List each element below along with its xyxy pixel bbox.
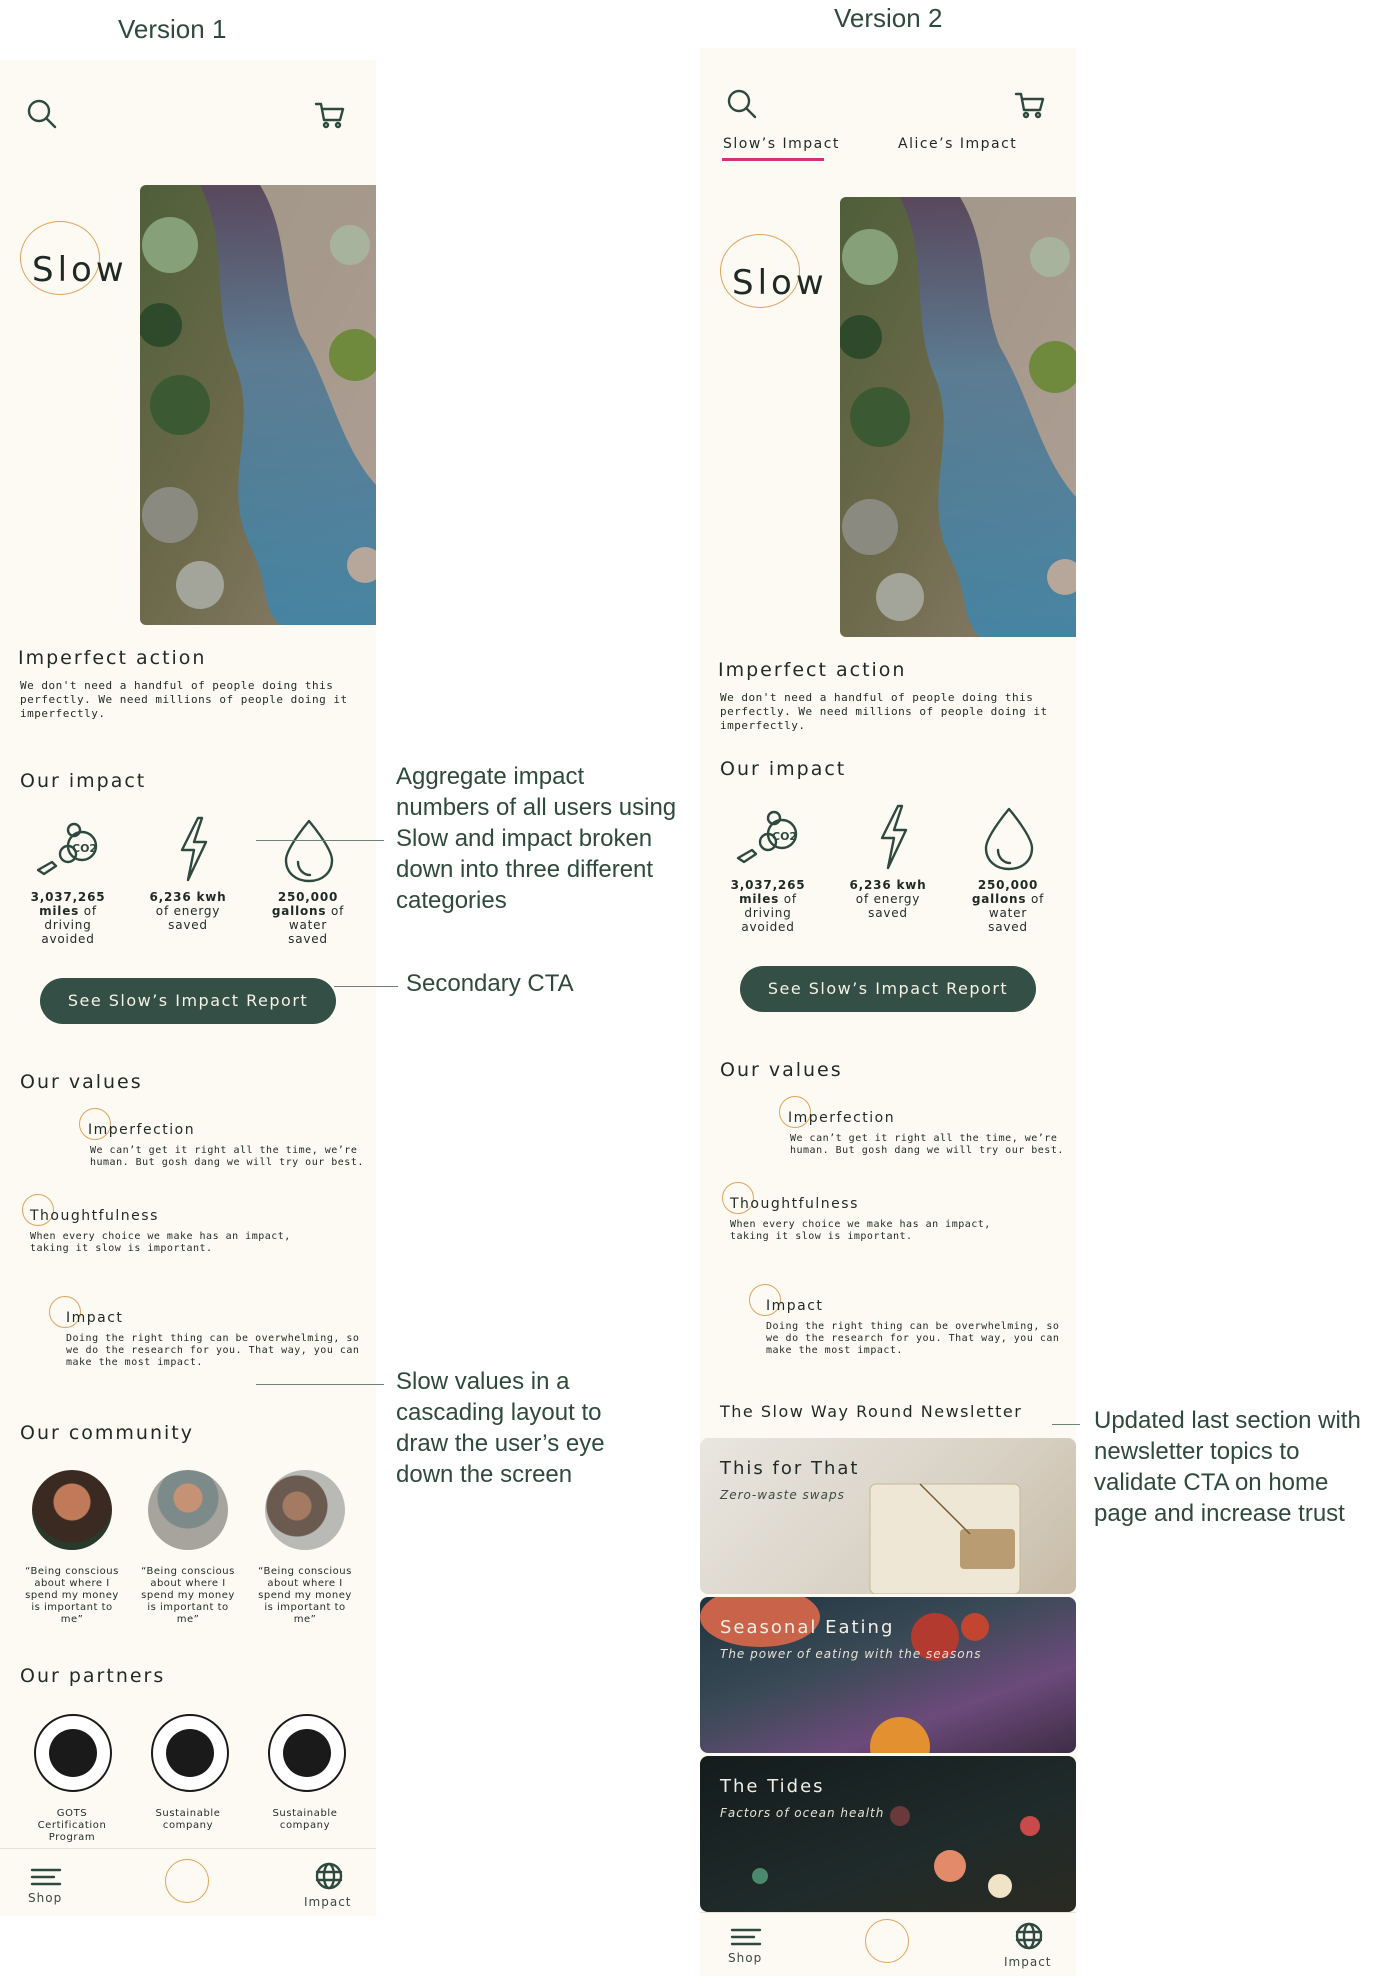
newsletter-title: The Slow Way Round Newsletter: [720, 1402, 1023, 1421]
version-1-screen: [0, 60, 376, 1916]
community-avatar: [265, 1470, 345, 1550]
stat-miles: 3,037,265 miles of driving avoided: [730, 878, 806, 934]
co2-car-icon: [734, 804, 804, 868]
gots-badge-icon: [151, 1714, 229, 1792]
value-thoughtfulness-title: Thoughtfulness: [730, 1196, 859, 1212]
card-title: Seasonal Eating: [720, 1617, 895, 1638]
value-thoughtfulness-text: When every choice we make has an impact, taking it slow is important.: [30, 1231, 291, 1254]
value-thoughtfulness-title: Thoughtfulness: [30, 1208, 159, 1224]
intro-title: Imperfect action: [718, 659, 907, 681]
newsletter-card-seasonal-eating[interactable]: [700, 1597, 1076, 1753]
lightning-icon: [876, 804, 912, 870]
values-title: Our values: [20, 1071, 143, 1093]
nav-impact-label[interactable]: Impact: [304, 1895, 352, 1909]
bottom-nav: [0, 1848, 376, 1916]
value-impact-title: Impact: [766, 1298, 824, 1314]
hero-aerial-river-photo: [140, 185, 376, 625]
community-avatar: [32, 1470, 112, 1550]
community-title: Our community: [20, 1422, 194, 1444]
annotation-aggregate-impact: Aggregate impact numbers of all users using Slow and impact broken down into three different categories: [396, 763, 677, 914]
lightning-icon: [176, 816, 212, 882]
stat-energy: 6,236 kwh of energy saved: [149, 890, 227, 932]
newsletter-card-this-for-that[interactable]: [700, 1438, 1076, 1594]
impact-report-button[interactable]: See Slow’s Impact Report: [40, 978, 336, 1024]
globe-icon[interactable]: [1014, 1921, 1044, 1951]
version-2-label: Version 2: [834, 3, 943, 33]
stat-miles: 3,037,265 miles of driving avoided: [30, 890, 106, 946]
community-quote: “Being conscious about where I spend my money is important to me”: [25, 1566, 119, 1625]
gots-badge-icon: [34, 1714, 112, 1792]
version-1-label: Version 1: [118, 14, 227, 44]
partner-caption: GOTS Certification Program: [37, 1808, 107, 1843]
svg-text:CO2: CO2: [772, 830, 798, 843]
annotation-connector: [1052, 1424, 1080, 1425]
nav-shop-label[interactable]: Shop: [28, 1891, 63, 1905]
cart-icon[interactable]: [314, 100, 346, 130]
stat-water: 250,000 gallons of water saved: [271, 890, 345, 946]
card-subtitle: The power of eating with the seasons: [720, 1647, 982, 1661]
community-quote: “Being conscious about where I spend my money is important to me”: [258, 1566, 352, 1625]
stat-water: 250,000 gallons of water saved: [971, 878, 1045, 934]
newsletter-card-the-tides[interactable]: [700, 1756, 1076, 1912]
annotation-connector: [256, 1384, 384, 1385]
partners-title: Our partners: [20, 1665, 166, 1687]
co2-car-icon: [34, 816, 104, 880]
value-imperfection-text: We can’t get it right all the time, we’re human. But gosh dang we will try our best.: [90, 1145, 364, 1168]
active-tab-underline: [722, 158, 824, 161]
gots-badge-icon: [268, 1714, 346, 1792]
nav-shop-label[interactable]: Shop: [728, 1951, 763, 1965]
bottom-nav: [700, 1912, 1076, 1976]
slow-logo: Slow: [732, 263, 828, 303]
annotation-connector: [334, 986, 398, 987]
annotation-connector: [256, 840, 384, 841]
search-icon[interactable]: [26, 98, 58, 130]
stat-energy: 6,236 kwh of energy saved: [849, 878, 927, 920]
card-subtitle: Factors of ocean health: [720, 1806, 885, 1820]
annotation-secondary-cta: Secondary CTA: [406, 970, 574, 997]
card-title: This for That: [720, 1458, 860, 1479]
cart-icon[interactable]: [1014, 90, 1046, 120]
water-drop-icon: [282, 818, 336, 884]
impact-title: Our impact: [720, 758, 847, 780]
menu-icon[interactable]: [730, 1927, 762, 1947]
nav-impact-label[interactable]: Impact: [1004, 1955, 1052, 1969]
intro-title: Imperfect action: [18, 647, 207, 669]
impact-title: Our impact: [20, 770, 147, 792]
value-imperfection-title: Imperfection: [88, 1122, 196, 1138]
partner-caption: Sustainable company: [155, 1808, 221, 1831]
annotation-newsletter-update: Updated last section with newsletter topics to validate CTA on home page and increase trust: [1094, 1407, 1361, 1527]
tab-alice-impact[interactable]: Alice’s Impact: [898, 136, 1018, 152]
tab-slow-impact[interactable]: Slow’s Impact: [723, 136, 840, 152]
globe-icon[interactable]: [314, 1861, 344, 1891]
water-drop-icon: [982, 806, 1036, 872]
community-quote: “Being conscious about where I spend my money is important to me”: [141, 1566, 235, 1625]
intro-body: We don't need a handful of people doing this perfectly. We need millions of people doing it imperfectly.: [720, 691, 1048, 732]
partner-caption: Sustainable company: [272, 1808, 338, 1831]
values-title: Our values: [720, 1059, 843, 1081]
value-impact-title: Impact: [66, 1310, 124, 1326]
nav-home-button[interactable]: [865, 1919, 909, 1963]
search-icon[interactable]: [726, 88, 758, 120]
value-imperfection-text: We can’t get it right all the time, we’re human. But gosh dang we will try our best.: [790, 1133, 1064, 1156]
value-impact-text: Doing the right thing can be overwhelming, so we do the research for you. That way, you can make the most impact.: [66, 1333, 360, 1368]
menu-icon[interactable]: [30, 1867, 62, 1887]
impact-report-button[interactable]: See Slow’s Impact Report: [740, 966, 1036, 1012]
card-subtitle: Zero-waste swaps: [720, 1488, 845, 1502]
annotation-cascading-values: Slow values in a cascading layout to draw the user’s eye down the screen: [396, 1368, 605, 1488]
svg-text:CO2: CO2: [72, 842, 98, 855]
hero-aerial-river-photo: [840, 197, 1076, 637]
value-impact-text: Doing the right thing can be overwhelming, so we do the research for you. That way, you can make the most impact.: [766, 1321, 1060, 1356]
community-avatar: [148, 1470, 228, 1550]
value-thoughtfulness-text: When every choice we make has an impact, taking it slow is important.: [730, 1219, 991, 1242]
nav-home-button[interactable]: [165, 1859, 209, 1903]
value-imperfection-title: Imperfection: [788, 1110, 896, 1126]
slow-logo: Slow: [32, 250, 128, 290]
napkin-photo: [850, 1474, 1030, 1594]
intro-body: We don't need a handful of people doing this perfectly. We need millions of people doing it imperfectly.: [20, 679, 348, 720]
version-2-screen: [700, 48, 1076, 1976]
card-title: The Tides: [720, 1776, 825, 1797]
